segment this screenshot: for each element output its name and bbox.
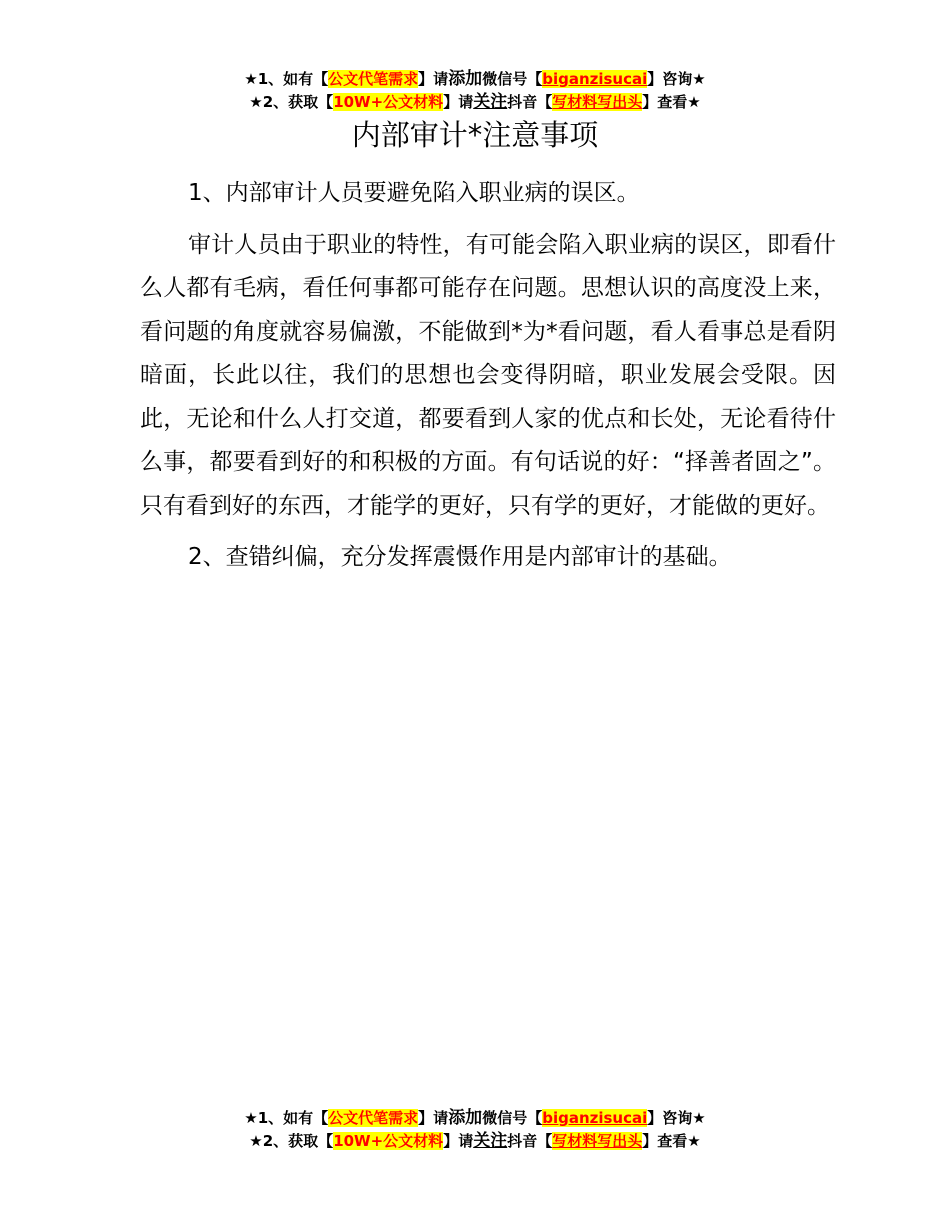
highlight-tag: 10W+公文材料 <box>333 1132 444 1150</box>
banner-text: 】请 <box>443 93 474 111</box>
banner-text: 微信号【 <box>482 70 543 88</box>
section-heading-2: 2、查错纠偏，充分发挥震慑作用是内部审计的基础。 <box>188 544 732 570</box>
banner-text: 抖音【 <box>507 93 553 111</box>
banner-text: 】请 <box>418 1109 449 1127</box>
wechat-id-link[interactable]: biganzisucai <box>542 70 648 88</box>
banner-emphasis: 添加 <box>448 1108 483 1128</box>
highlight-tag: 公文代笔需求 <box>328 70 419 88</box>
banner-text: 】查看★ <box>642 93 701 111</box>
banner-text: 】查看★ <box>642 1132 701 1150</box>
banner-text: ★1、如有【 <box>244 1109 329 1127</box>
banner-text: ★2、获取【 <box>249 93 334 111</box>
banner-emphasis: 关注 <box>473 92 508 112</box>
footer-banner <box>0 1107 950 1153</box>
banner-text: 】请 <box>443 1132 474 1150</box>
banner-emphasis: 关注 <box>473 1131 508 1151</box>
banner-line-2 <box>0 91 950 114</box>
banner-line-1 <box>0 1107 950 1130</box>
banner-text: 】咨询★ <box>647 70 706 88</box>
banner-emphasis: 添加 <box>448 69 483 89</box>
banner-text: 】咨询★ <box>647 1109 706 1127</box>
document-body <box>140 172 836 580</box>
wechat-id-link[interactable]: biganzisucai <box>542 1109 648 1127</box>
highlight-tag: 公文代笔需求 <box>328 1109 419 1127</box>
highlight-tag: 10W+公文材料 <box>333 93 444 111</box>
banner-text: 抖音【 <box>507 1132 553 1150</box>
banner-text: ★1、如有【 <box>244 70 329 88</box>
section-heading-1: 1、内部审计人员要避免陷入职业病的误区。 <box>188 180 640 206</box>
banner-line-2 <box>0 1130 950 1153</box>
douyin-account-link[interactable]: 写材料写出头 <box>552 1132 643 1150</box>
banner-line-1 <box>0 68 950 91</box>
document-title: 内部审计*注意事项 <box>351 118 599 152</box>
header-banner <box>0 68 950 114</box>
banner-text: 】请 <box>418 70 449 88</box>
douyin-account-link[interactable]: 写材料写出头 <box>552 93 643 111</box>
banner-text: ★2、获取【 <box>249 1132 334 1150</box>
body-paragraph: 审计人员由于职业的特性，有可能会陷入职业病的误区，即看什么人都有毛病，看任何事都可能存在问题。思想认识的高度没上来，看问题的角度就容易偏激，不能做到*为*看问题，看人看事总是看阴暗面，长此以往，我们的思想也会变得阴暗，职业发展会受限。因此，无论和什么人打交道，都要看到人家的优点和长处，无论看待什么事，都要看到好的和积极的方面。有句话说的好：“择善者固之”。只有看到好的东西，才能学的更好，只有学的更好，才能做的更好。 <box>140 231 836 519</box>
banner-text: 微信号【 <box>482 1109 543 1127</box>
